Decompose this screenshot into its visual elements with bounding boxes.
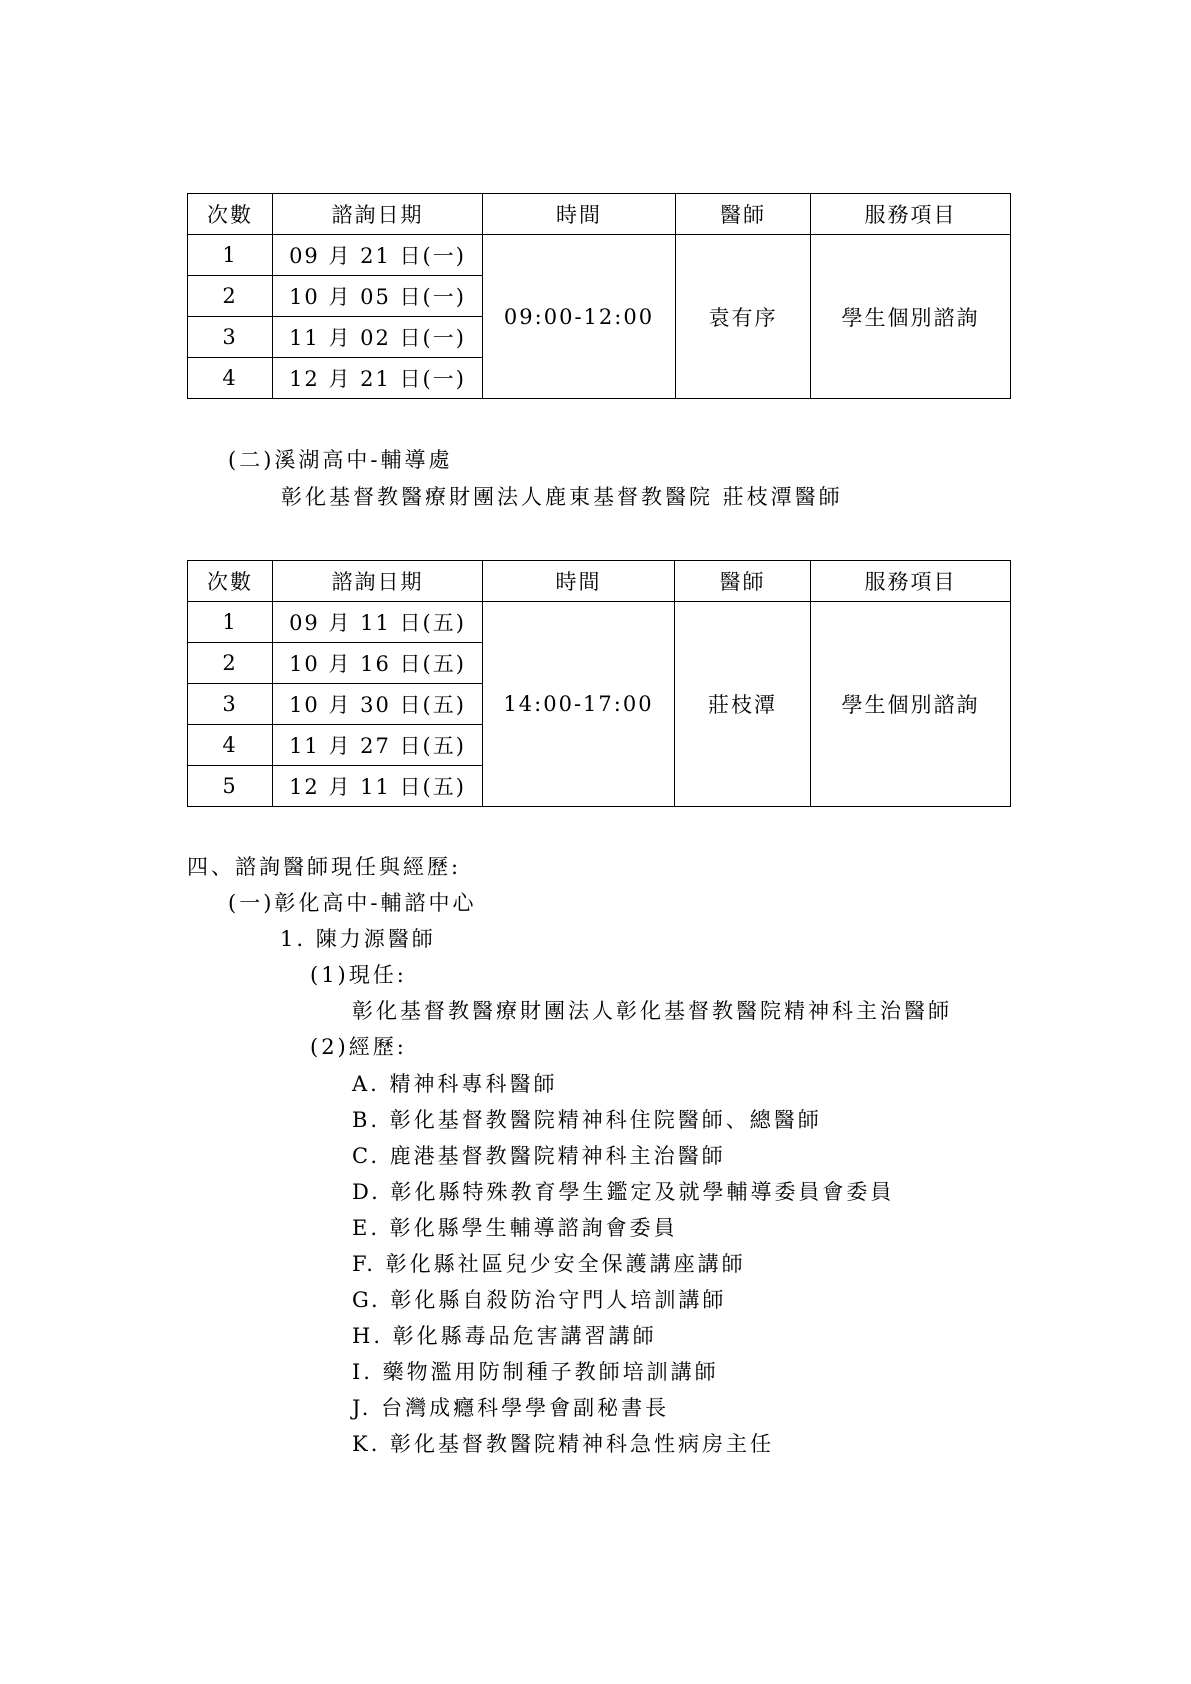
doctor-item: 1. 陳力源醫師 [280, 927, 436, 951]
hospital-line: 彰化基督教醫療財團法人鹿東基督教醫院 莊枝潭醫師 [281, 485, 843, 509]
header-date: 諮詢日期 [273, 561, 483, 602]
row-date: 11 月 27 日(五) [273, 725, 483, 766]
experience-item: K. 彰化基督教醫院精神科急性病房主任 [352, 1432, 775, 1456]
doctor-name: 袁有序 [676, 235, 811, 399]
schedule-table-2 [187, 560, 1011, 807]
experience-item: H. 彰化縣毒品危害講習講師 [352, 1324, 657, 1348]
header-date: 諮詢日期 [273, 194, 483, 235]
header-time: 時間 [483, 194, 676, 235]
row-number: 2 [188, 643, 273, 684]
row-date: 10 月 16 日(五) [273, 643, 483, 684]
service-item: 學生個別諮詢 [811, 235, 1011, 399]
header-service: 服務項目 [811, 561, 1011, 602]
experience-item: F. 彰化縣社區兒少安全保護講座講師 [352, 1252, 746, 1276]
row-number: 2 [188, 276, 273, 317]
section-heading: (二)溪湖高中-輔導處 [228, 448, 453, 472]
doctor-name: 莊枝潭 [675, 602, 811, 807]
session-time: 09:00-12:00 [483, 235, 676, 399]
experience-item: A. 精神科專科醫師 [352, 1072, 558, 1096]
row-number: 1 [188, 602, 273, 643]
row-date: 10 月 05 日(一) [273, 276, 483, 317]
row-date: 10 月 30 日(五) [273, 684, 483, 725]
session-time: 14:00-17:00 [483, 602, 675, 807]
experience-item: G. 彰化縣自殺防治守門人培訓講師 [352, 1288, 727, 1312]
row-date: 11 月 02 日(一) [273, 317, 483, 358]
header-time: 時間 [483, 561, 675, 602]
part4-heading: 四、諮詢醫師現任與經歷: [187, 855, 462, 879]
row-date: 09 月 21 日(一) [273, 235, 483, 276]
header-service: 服務項目 [811, 194, 1011, 235]
subsection-heading: (一)彰化高中-輔諮中心 [228, 891, 477, 915]
experience-item: J. 台灣成癮科學學會副秘書長 [352, 1396, 670, 1420]
header-doctor: 醫師 [675, 561, 811, 602]
row-number: 5 [188, 766, 273, 807]
header-doctor: 醫師 [676, 194, 811, 235]
current-position: 彰化基督教醫療財團法人彰化基督教醫院精神科主治醫師 [352, 999, 952, 1023]
row-number: 3 [188, 684, 273, 725]
service-item: 學生個別諮詢 [811, 602, 1011, 807]
experience-item: I. 藥物濫用防制種子教師培訓講師 [352, 1360, 719, 1384]
current-label: (1)現任: [310, 963, 407, 987]
row-date: 12 月 11 日(五) [273, 766, 483, 807]
row-number: 1 [188, 235, 273, 276]
row-number: 3 [188, 317, 273, 358]
header-count: 次數 [188, 194, 273, 235]
experience-item: D. 彰化縣特殊教育學生鑑定及就學輔導委員會委員 [352, 1180, 895, 1204]
experience-item: E. 彰化縣學生輔導諮詢會委員 [352, 1216, 678, 1240]
experience-item: B. 彰化基督教醫院精神科住院醫師、總醫師 [352, 1108, 822, 1132]
table-row [188, 602, 1011, 643]
row-date: 12 月 21 日(一) [273, 358, 483, 399]
row-number: 4 [188, 725, 273, 766]
schedule-table-1 [187, 193, 1011, 399]
experience-item: C. 鹿港基督教醫院精神科主治醫師 [352, 1144, 726, 1168]
table-header-row [188, 561, 1011, 602]
row-date: 09 月 11 日(五) [273, 602, 483, 643]
experience-label: (2)經歷: [310, 1035, 407, 1059]
row-number: 4 [188, 358, 273, 399]
table-header-row [188, 194, 1011, 235]
table-row [188, 235, 1011, 276]
header-count: 次數 [188, 561, 273, 602]
